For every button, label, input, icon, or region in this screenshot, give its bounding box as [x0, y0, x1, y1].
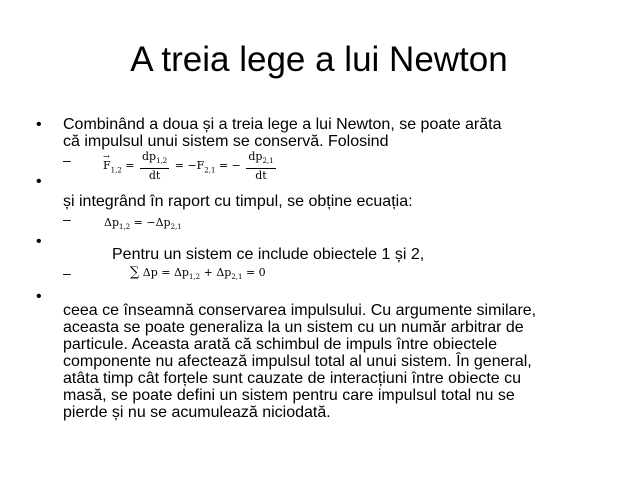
dash-marker: –: [63, 265, 71, 281]
paragraph-1-line-1: Combinând a doua și a treia lege a lui Newton, se poate arăta: [63, 116, 502, 133]
paragraph-4-line-2: aceasta se poate generaliza la un sistem cu un număr arbitrar de: [63, 319, 524, 336]
dash-marker: –: [63, 152, 71, 168]
bullet-marker: •: [36, 173, 42, 190]
formula-conservation: ∑ $\Delta p = \Delta p_{1,2} + \Delta p_{2,1} = 0$: [130, 265, 266, 282]
paragraph-2: și integrând în raport cu timpul, se obține ecuația:: [63, 193, 413, 210]
slide-title: A treia lege a lui Newton: [130, 40, 508, 79]
dash-marker: –: [63, 211, 71, 227]
paragraph-4-line-3: particule. Aceasta arată că schimbul de impuls între obiectele: [63, 336, 498, 353]
formula-force: → $F_{1,2}$ = $\frac{dp_{1,2}}{dt}$ = $-F_{2,1}$ = − $\frac{dp_{2,1}}{dt}$: [103, 150, 278, 182]
bullet-marker: •: [36, 116, 42, 133]
paragraph-4-line-5: atâta timp cât forțele sunt cauzate de interacțiuni între obiecte cu: [63, 370, 522, 387]
paragraph-4-line-1: ceea ce înseamnă conservarea impulsului. Cu argumente similare,: [63, 302, 537, 319]
formula-momentum-change: $\Delta p_{1,2} = -\Delta p_{2,1}$: [104, 216, 182, 232]
paragraph-3: Pentru un sistem ce include obiectele 1 și 2,: [112, 246, 425, 263]
bullet-marker: •: [36, 288, 42, 305]
paragraph-4-line-7: pierde și nu se acumulează niciodată.: [63, 404, 331, 421]
paragraph-4-line-4: componente nu afectează impulsul total al unui sistem. În general,: [63, 353, 532, 370]
paragraph-4-line-6: masă, se poate defini un sistem pentru care impulsul total nu se: [63, 387, 515, 404]
bullet-marker: •: [36, 233, 42, 250]
paragraph-1-line-2: că impulsul unui sistem se conservă. Folosind: [63, 133, 389, 150]
